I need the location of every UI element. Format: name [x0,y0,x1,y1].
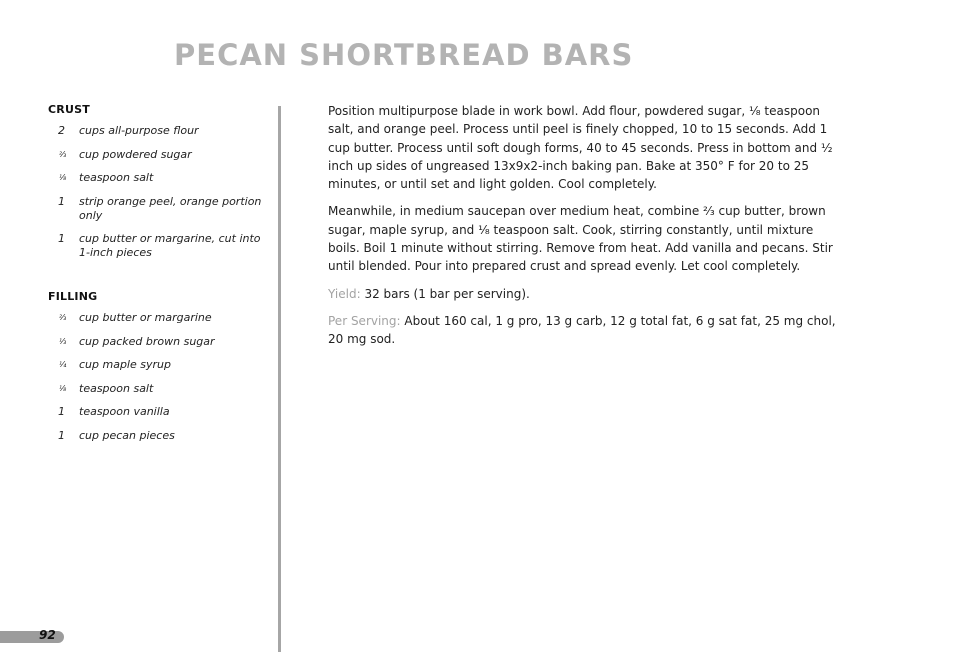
ingredient-desc: cup maple syrup [79,358,171,371]
ingredient-item [48,232,273,260]
directions-column [328,102,836,358]
direction-paragraph: Position multipurpose blade in work bowl. Add flour, powdered sugar, ¹⁄₈ teaspoon salt, and orange peel. Process until peel is finely chopped, 10 to 15 seconds. Add 1 cup butter. Process until soft dough forms, 40 to 45 seconds. Press in bottom and ¹⁄₂ inch up sides of ungreased 13x9x2-inch baking pan. Bake at 350° F for 20 to 25 minutes, or until set and light golden. Cool completely. [328,104,833,192]
ingredient-desc: teaspoon salt [79,381,154,395]
ingredient-item [48,358,273,372]
ingredient-qty: ¹⁄₈ [59,173,67,182]
ingredient-item [48,124,273,138]
per-serving-label: Per Serving: [328,313,401,328]
yield-value: 32 bars (1 bar per serving). [364,286,530,301]
crust-heading: CRUST [48,103,90,116]
ingredient-item [48,148,273,162]
filling-heading: FILLING [48,290,98,303]
ingredient-item [48,429,273,443]
filling-ingredient-list [48,311,273,443]
ingredient-desc: strip orange peel, orange portion only [79,194,262,222]
ingredient-qty: ¹⁄₈ [59,383,67,393]
direction-paragraph: Meanwhile, in medium saucepan over medium heat, combine ²⁄₃ cup butter, brown sugar, maple syrup, and ¹⁄₈ teaspoon salt. Cook, stirring constantly, until mixture boils. Boil 1 minute without stirring. Remove from heat. Add vanilla and pecans. Stir until blended. Pour into prepared crust and spread evenly. Let cool completely. [328,204,833,274]
ingredient-item [48,382,273,396]
ingredient-desc: teaspoon vanilla [79,405,170,418]
ingredient-item [48,405,273,419]
ingredient-desc: teaspoon salt [79,171,154,184]
ingredient-desc: cup packed brown sugar [79,334,215,348]
ingredient-qty: 1 [58,405,65,418]
ingredient-qty: 1 [58,232,65,245]
ingredient-qty: ²⁄₃ [59,313,67,322]
ingredient-desc: cups all-purpose flour [79,124,199,137]
ingredient-qty: ²⁄₃ [59,149,67,159]
ingredient-qty: 2 [58,124,65,137]
nutrition-line [328,312,836,349]
yield-label: Yield: [328,286,361,301]
ingredient-qty: 1 [58,194,65,208]
column-divider [278,106,281,652]
ingredient-desc: cup butter or margarine, cut into 1-inch pieces [79,232,261,259]
ingredient-item [48,335,273,349]
ingredient-qty: ¹⁄₄ [59,360,67,369]
page-title: PECAN SHORTBREAD BARS [174,38,634,72]
ingredient-item [48,171,273,185]
ingredient-item [48,311,273,325]
ingredient-desc: cup powdered sugar [79,147,192,161]
yield-line [328,285,836,303]
ingredient-desc: cup pecan pieces [79,428,175,442]
per-serving-value: About 160 cal, 1 g pro, 13 g carb, 12 g total fat, 6 g sat fat, 25 mg chol, 20 mg sod. [328,313,836,347]
ingredient-qty: 1 [58,428,65,442]
filling-section [48,290,273,443]
page-number: 92 [39,628,56,642]
ingredient-qty: ¹⁄₃ [59,336,67,346]
ingredients-column [48,103,273,452]
crust-ingredient-list [48,124,273,260]
ingredient-desc: cup butter or margarine [79,311,212,324]
ingredient-item [48,195,273,223]
